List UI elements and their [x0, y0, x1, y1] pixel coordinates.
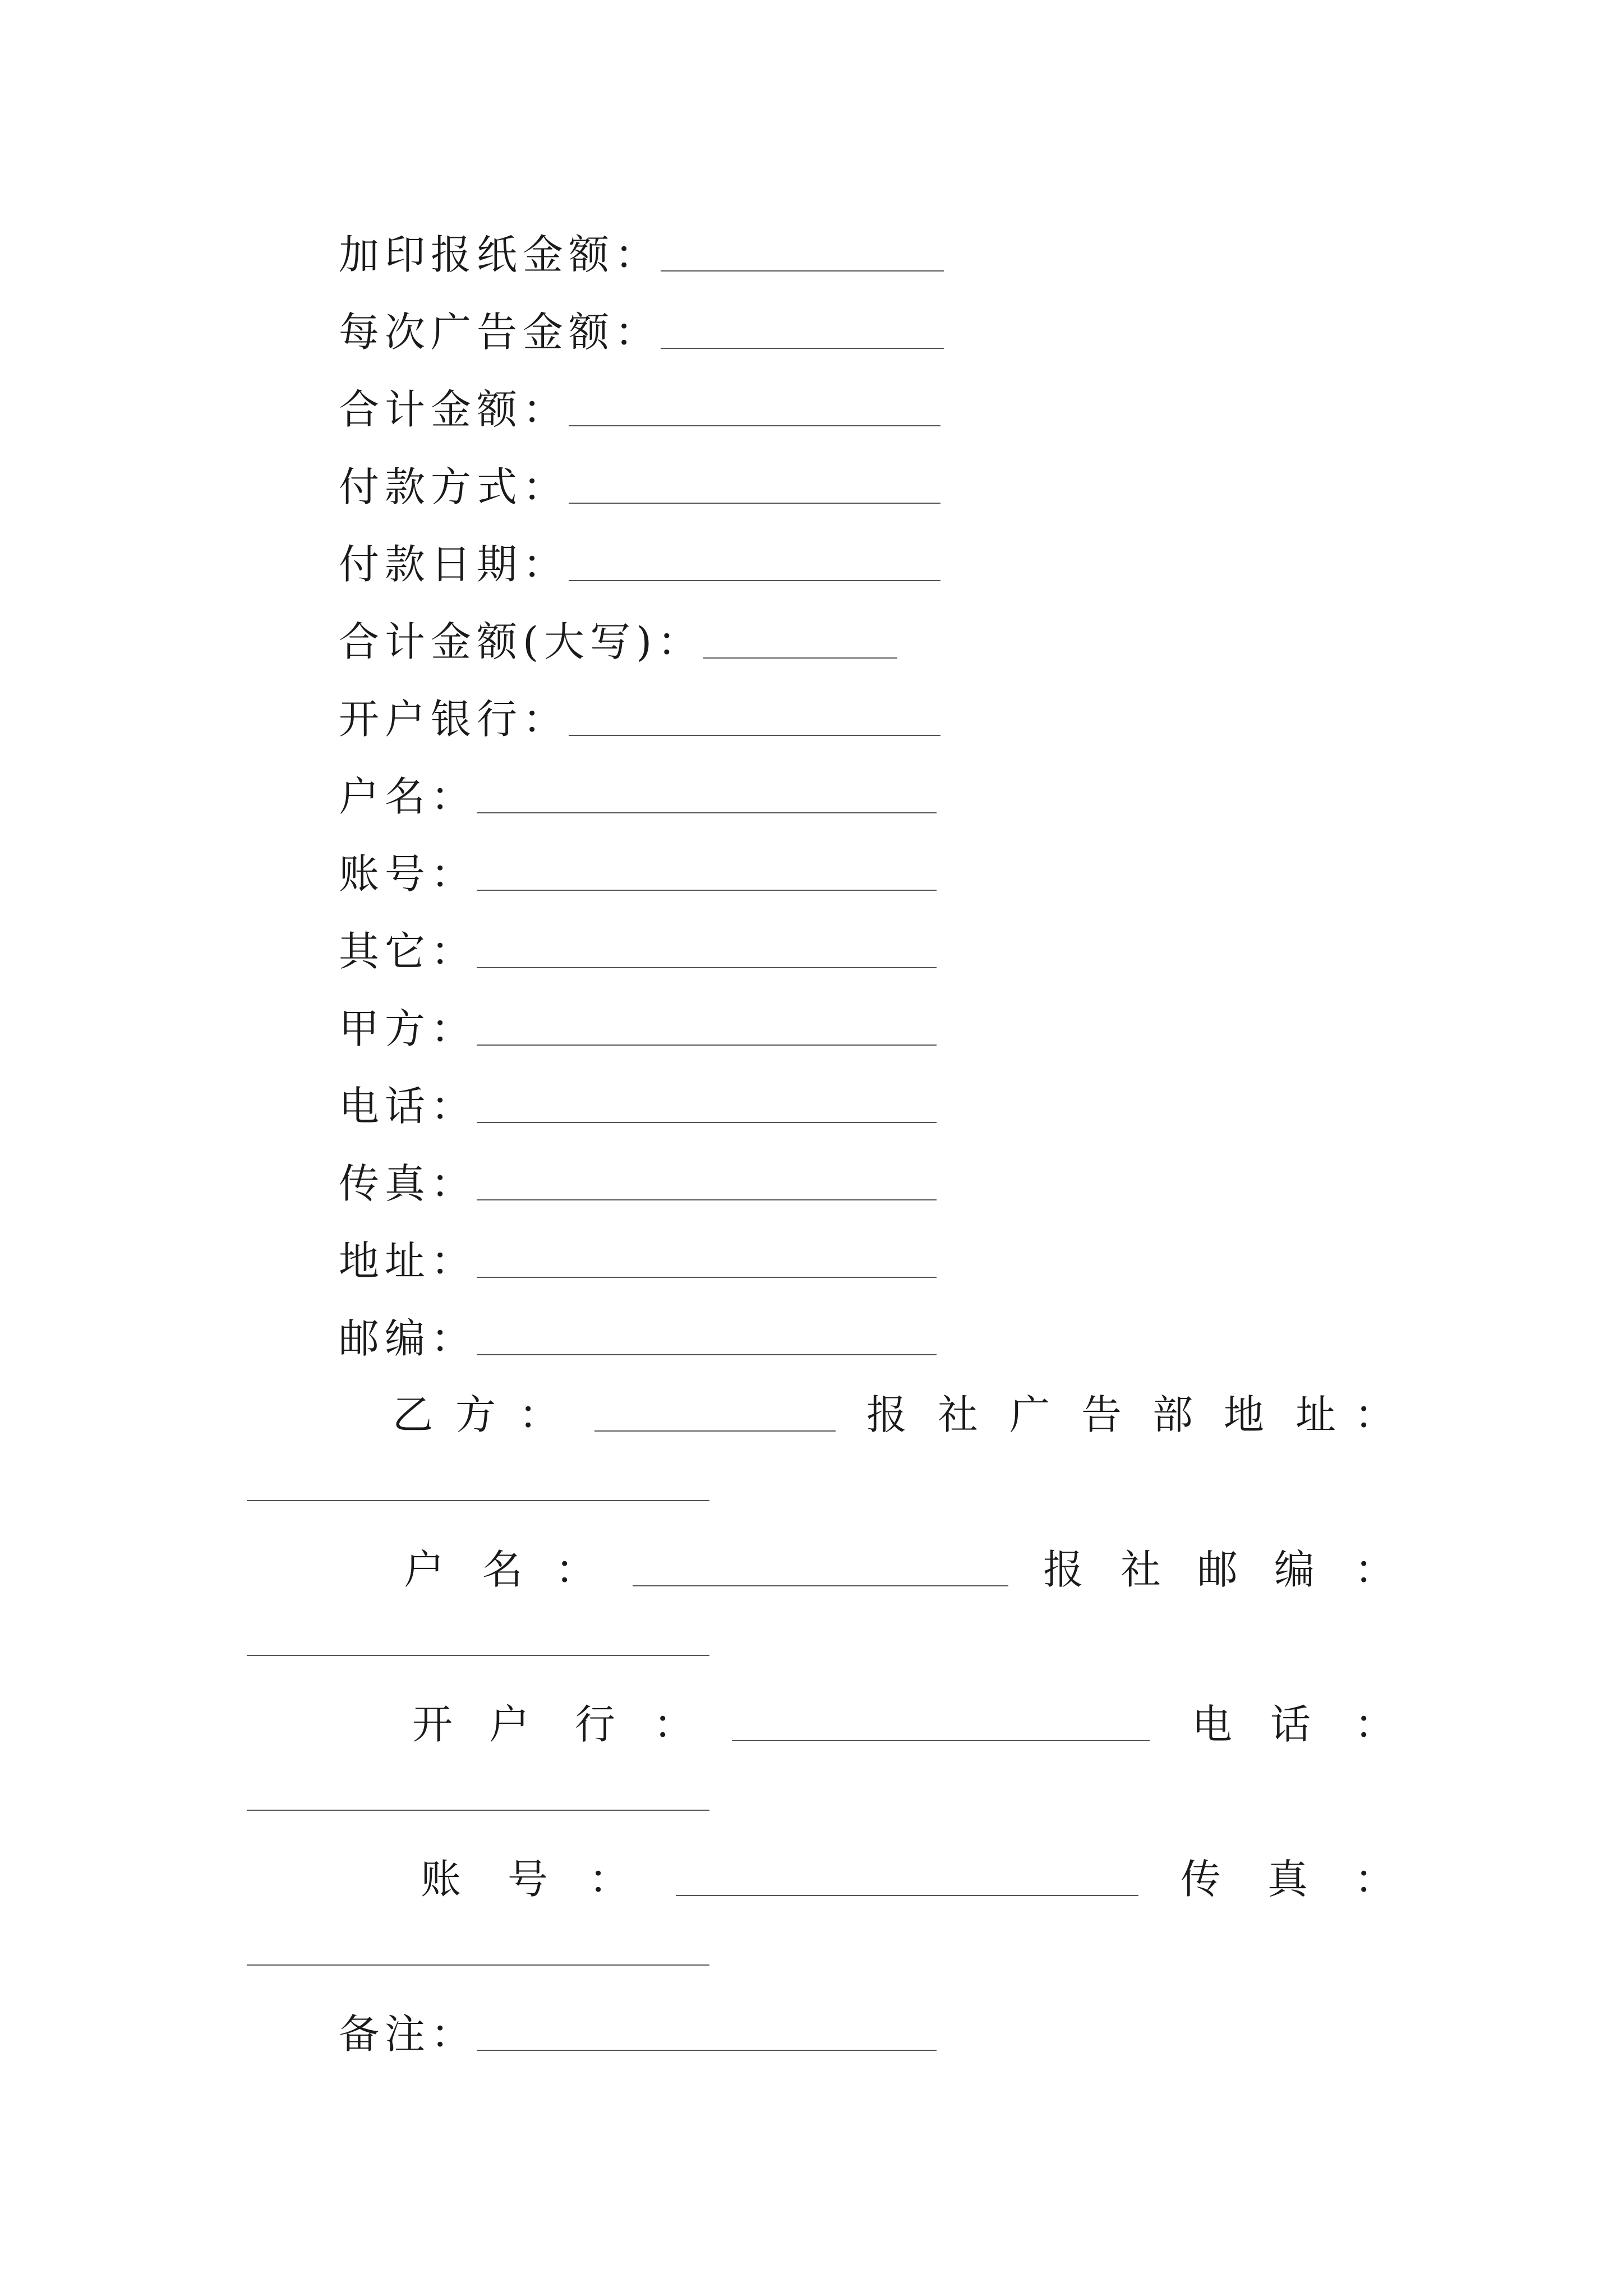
blank-line[interactable] — [569, 580, 940, 581]
ad-dept-address-char: 址 — [1295, 1391, 1336, 1438]
party-b-label-char: ： — [519, 1391, 560, 1438]
blank-line[interactable] — [569, 425, 940, 426]
fax-char: ： — [1354, 1856, 1395, 1903]
ad-dept-address-char: ： — [1354, 1391, 1395, 1438]
ad-dept-address-char: 报 — [866, 1391, 907, 1438]
ad-dept-address-blank-line[interactable] — [247, 1500, 709, 1501]
party-b-label-char: 乙 — [393, 1391, 434, 1438]
field-label: 开户银行： — [339, 696, 569, 743]
press-postcode-char: 社 — [1121, 1546, 1161, 1593]
ad-dept-address-char: 广 — [1009, 1391, 1050, 1438]
press-postcode-char: ： — [1354, 1546, 1395, 1593]
field-label: 户名： — [339, 773, 477, 820]
phone-blank-line[interactable] — [247, 1810, 709, 1811]
blank-line[interactable] — [569, 735, 940, 736]
blank-line[interactable] — [569, 503, 940, 504]
field-fax — [339, 1142, 937, 1207]
ad-dept-address-char: 告 — [1081, 1391, 1122, 1438]
field-phone — [339, 1065, 937, 1130]
field-label: 其它： — [339, 928, 477, 975]
blank-line[interactable] — [661, 348, 944, 349]
bank-char: 行 — [575, 1701, 616, 1748]
field-bank — [339, 678, 940, 743]
blank-line[interactable] — [477, 1277, 937, 1278]
field-label: 每次广告金额： — [339, 309, 661, 356]
field-label: 邮编： — [339, 1315, 477, 1362]
party-b-blank-line[interactable] — [594, 1430, 836, 1432]
party-b-row-1 — [0, 1373, 1623, 1438]
account-number-char: ： — [589, 1856, 630, 1903]
blank-line[interactable] — [477, 1354, 937, 1355]
field-label: 传真： — [339, 1160, 477, 1207]
party-b-label-char: 方 — [455, 1391, 496, 1438]
field-account-number — [339, 832, 937, 898]
field-total-amount — [339, 368, 940, 433]
field-label: 甲方： — [339, 1005, 477, 1052]
bank-char: 开 — [412, 1701, 453, 1748]
account-name-char: ： — [555, 1546, 596, 1593]
field-remark — [339, 1993, 937, 2058]
blank-line[interactable] — [477, 1199, 937, 1200]
field-label: 加印报纸金额： — [339, 231, 661, 278]
account-name-char: 名 — [482, 1546, 523, 1593]
party-b-row-3 — [0, 1683, 1623, 1748]
phone-char: ： — [1354, 1701, 1395, 1748]
field-label: 地址： — [339, 1237, 477, 1285]
field-label: 电话： — [339, 1083, 477, 1130]
field-label: 备注： — [339, 2010, 477, 2058]
blank-line[interactable] — [661, 270, 944, 272]
fax-char: 真 — [1267, 1856, 1308, 1903]
field-label: 付款日期： — [339, 541, 569, 588]
party-b-row-2 — [0, 1528, 1623, 1593]
field-total-amount-uppercase — [339, 600, 897, 665]
account-number-char: 账 — [421, 1856, 462, 1903]
field-ad-amount — [339, 291, 944, 356]
blank-line[interactable] — [477, 967, 937, 968]
blank-line[interactable] — [477, 1045, 937, 1046]
blank-line[interactable] — [477, 1122, 937, 1123]
field-account-name — [339, 755, 937, 820]
blank-line[interactable] — [703, 657, 897, 659]
account-number-char: 号 — [508, 1856, 548, 1903]
phone-char: 电 — [1192, 1701, 1233, 1748]
blank-line[interactable] — [477, 890, 937, 891]
field-label: 账号： — [339, 850, 477, 898]
account-number-blank-line[interactable] — [676, 1895, 1138, 1896]
ad-dept-address-char: 地 — [1224, 1391, 1265, 1438]
field-address — [339, 1220, 937, 1285]
press-postcode-blank-line[interactable] — [247, 1655, 709, 1656]
account-name-blank-line[interactable] — [633, 1585, 1008, 1586]
field-label: 付款方式： — [339, 463, 569, 510]
field-label: 合计金额(大写)： — [339, 618, 704, 665]
field-party-a — [339, 987, 937, 1052]
fax-blank-line[interactable] — [247, 1964, 709, 1966]
field-payment-date — [339, 523, 940, 588]
field-extra-print-amount — [339, 213, 944, 278]
phone-char: 话 — [1270, 1701, 1311, 1748]
bank-char: 户 — [489, 1701, 530, 1748]
press-postcode-char: 报 — [1043, 1546, 1084, 1593]
bank-blank-line[interactable] — [732, 1740, 1150, 1741]
field-other — [339, 910, 937, 975]
fax-char: 传 — [1181, 1856, 1221, 1903]
blank-line[interactable] — [477, 812, 937, 813]
press-postcode-char: 编 — [1274, 1546, 1315, 1593]
account-name-char: 户 — [404, 1546, 445, 1593]
party-b-row-4 — [0, 1838, 1623, 1903]
field-postcode — [339, 1297, 937, 1362]
bank-char: ： — [653, 1701, 694, 1748]
blank-line[interactable] — [477, 2050, 937, 2051]
press-postcode-char: 邮 — [1197, 1546, 1238, 1593]
ad-dept-address-char: 社 — [938, 1391, 979, 1438]
ad-dept-address-char: 部 — [1152, 1391, 1193, 1438]
field-payment-method — [339, 445, 940, 510]
field-label: 合计金额： — [339, 386, 569, 433]
